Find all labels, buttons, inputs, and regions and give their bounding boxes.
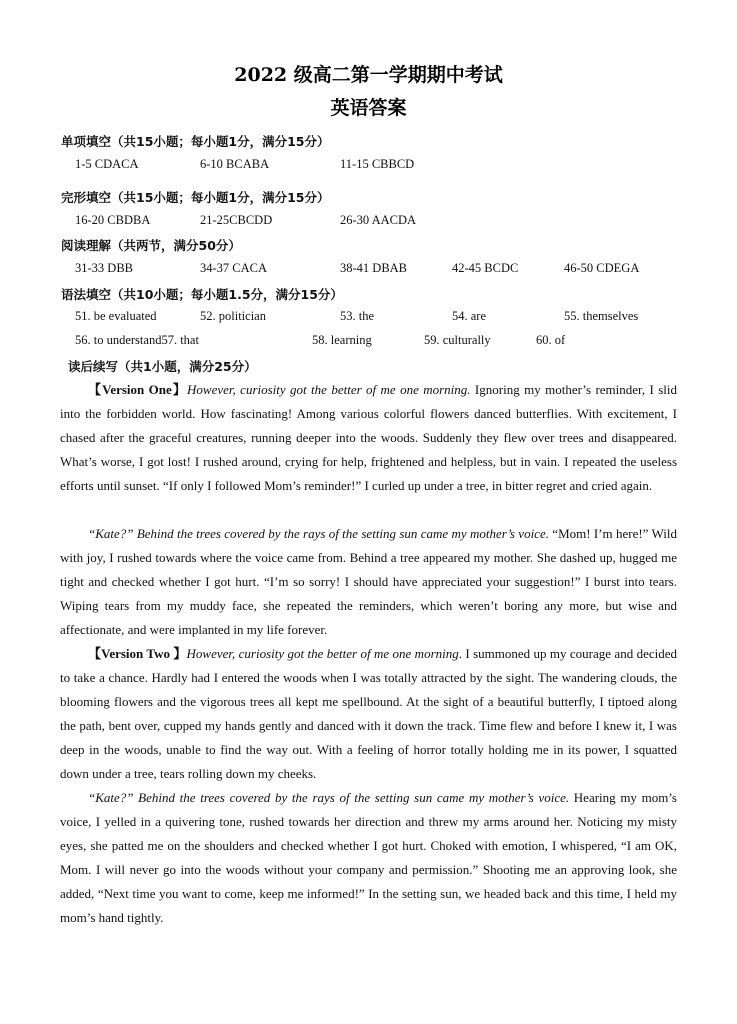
- version-one-paragraph-2: [60, 522, 677, 642]
- answer-item: 53. the: [340, 309, 375, 323]
- answer-group: 6-10 BCABA: [200, 157, 270, 171]
- section-heading-cloze: 完形填空（共15小题；每小题1分，满分15分）: [61, 190, 330, 205]
- answer-item: 56. to understand57. that: [75, 333, 199, 347]
- answer-group: 31-33 DBB: [75, 261, 133, 275]
- answer-group: 46-50 CDEGA: [564, 261, 640, 275]
- section-heading-reading: 阅读理解（共两节，满分50分）: [61, 238, 241, 253]
- version-two-body-2: Hearing my mom’s voice, I yelled in a quivering tone, rushed towards her direction and threw my arms around her. Noticing my misty eyes, she patted me on the shoulders and checked whether I got hurt. Choked with emotion, I whispered, “I am OK, Mom. I will never go into the woods without your company and permission.” Shooting me an approving look, she added, “Next time you want to come, keep me informed!” In the setting sun, we headed back and this time, I held my mom’s hand tightly.: [60, 790, 677, 925]
- version-one-label: 【Version One】: [88, 382, 188, 397]
- version-one-body-2: “Mom! I’m here!” Wild with joy, I rushed towards where the voice came from. Behind a tree appeared my mother. She dashed up, hugged me tight and checked whether I got hurt. “I’m so sorry! I should have appreciated your suggestion!” I burst into tears. Wiping tears from my muddy face, she repeated the reminders, which weren’t boring any more, but wise and affectionate, and were implanted in my life forever.: [60, 526, 678, 637]
- section-heading-grammar: 语法填空（共10小题；每小题1.5分，满分15分）: [61, 287, 343, 302]
- answer-group: 21-25CBCDD: [200, 213, 273, 227]
- answer-group: 1-5 CDACA: [75, 157, 139, 171]
- version-two-opening-sentence: However, curiosity got the better of me one morning: [186, 646, 459, 661]
- answer-item: 60. of: [536, 333, 566, 347]
- answer-item: 52. politician: [200, 309, 266, 323]
- answer-item: 58. learning: [312, 333, 372, 347]
- answer-item: 51. be evaluated: [75, 309, 157, 323]
- version-one-paragraph-1: [60, 378, 677, 498]
- version-two-paragraph-1: [60, 642, 677, 786]
- answer-group: 26-30 AACDA: [340, 213, 417, 227]
- answer-group: 38-41 DBAB: [340, 261, 408, 275]
- answer-group: 16-20 CBDBA: [75, 213, 151, 227]
- version-one-opening-sentence: However, curiosity got the better of me one morning.: [187, 382, 471, 397]
- answer-item: 59. culturally: [424, 333, 491, 347]
- version-two-paragraph-2: [60, 786, 677, 930]
- answer-group: 11-15 CBBCD: [340, 157, 415, 171]
- page-title: 2022 级高二第一学期期中考试: [234, 64, 503, 86]
- version-one-body-1: Ignoring my mother’s reminder, I slid into the forbidden world. How fascinating! Among various colorful flowers danced butterflies. With excitement, I chased after the graceful creatures, running deeper into the woods. Suddenly they flew over trees and disappeared. What’s worse, I got lost! I rushed around, crying for help, frightened and helpless, but in vain. I repeated the useless efforts until sunset. “If only I followed Mom’s reminder!” I curled up under a tree, in bitter regret and cried again.: [60, 382, 677, 493]
- version-two-label: 【Version Two 】: [88, 646, 187, 661]
- section-heading-single-choice: 单项填空（共15小题；每小题1分，满分15分）: [61, 134, 330, 149]
- version-two-body-1: . I summoned up my courage and decided to take a chance. Hardly had I entered the woods when I was totally attracted by the sight. The wandering clouds, the blooming flowers and the vigorous trees all kept me spellbound. At the sight of a beautiful butterfly, I tiptoed along the path, bent over, cupped my hands gently and danced with it down the track. Time flew and before I knew it, I was deep in the woods, unable to find the way out. With a feeling of horror totally holding me in its power, I squatted down under a tree, tears rolling down my cheeks.: [60, 646, 678, 781]
- version-two-second-opening: “Kate?” Behind the trees covered by the rays of the setting sun came my mother’s voice.: [88, 790, 570, 805]
- answer-group: 34-37 CACA: [200, 261, 268, 275]
- answer-item: 55. themselves: [564, 309, 639, 323]
- page-subtitle: 英语答案: [330, 97, 407, 119]
- version-one-second-opening: “Kate?” Behind the trees covered by the rays of the setting sun came my mother’s voice.: [88, 526, 549, 541]
- answer-item: 54. are: [452, 309, 487, 323]
- section-heading-continuation-writing: 读后续写（共1小题，满分25分）: [68, 359, 257, 374]
- answer-group: 42-45 BCDC: [452, 261, 519, 275]
